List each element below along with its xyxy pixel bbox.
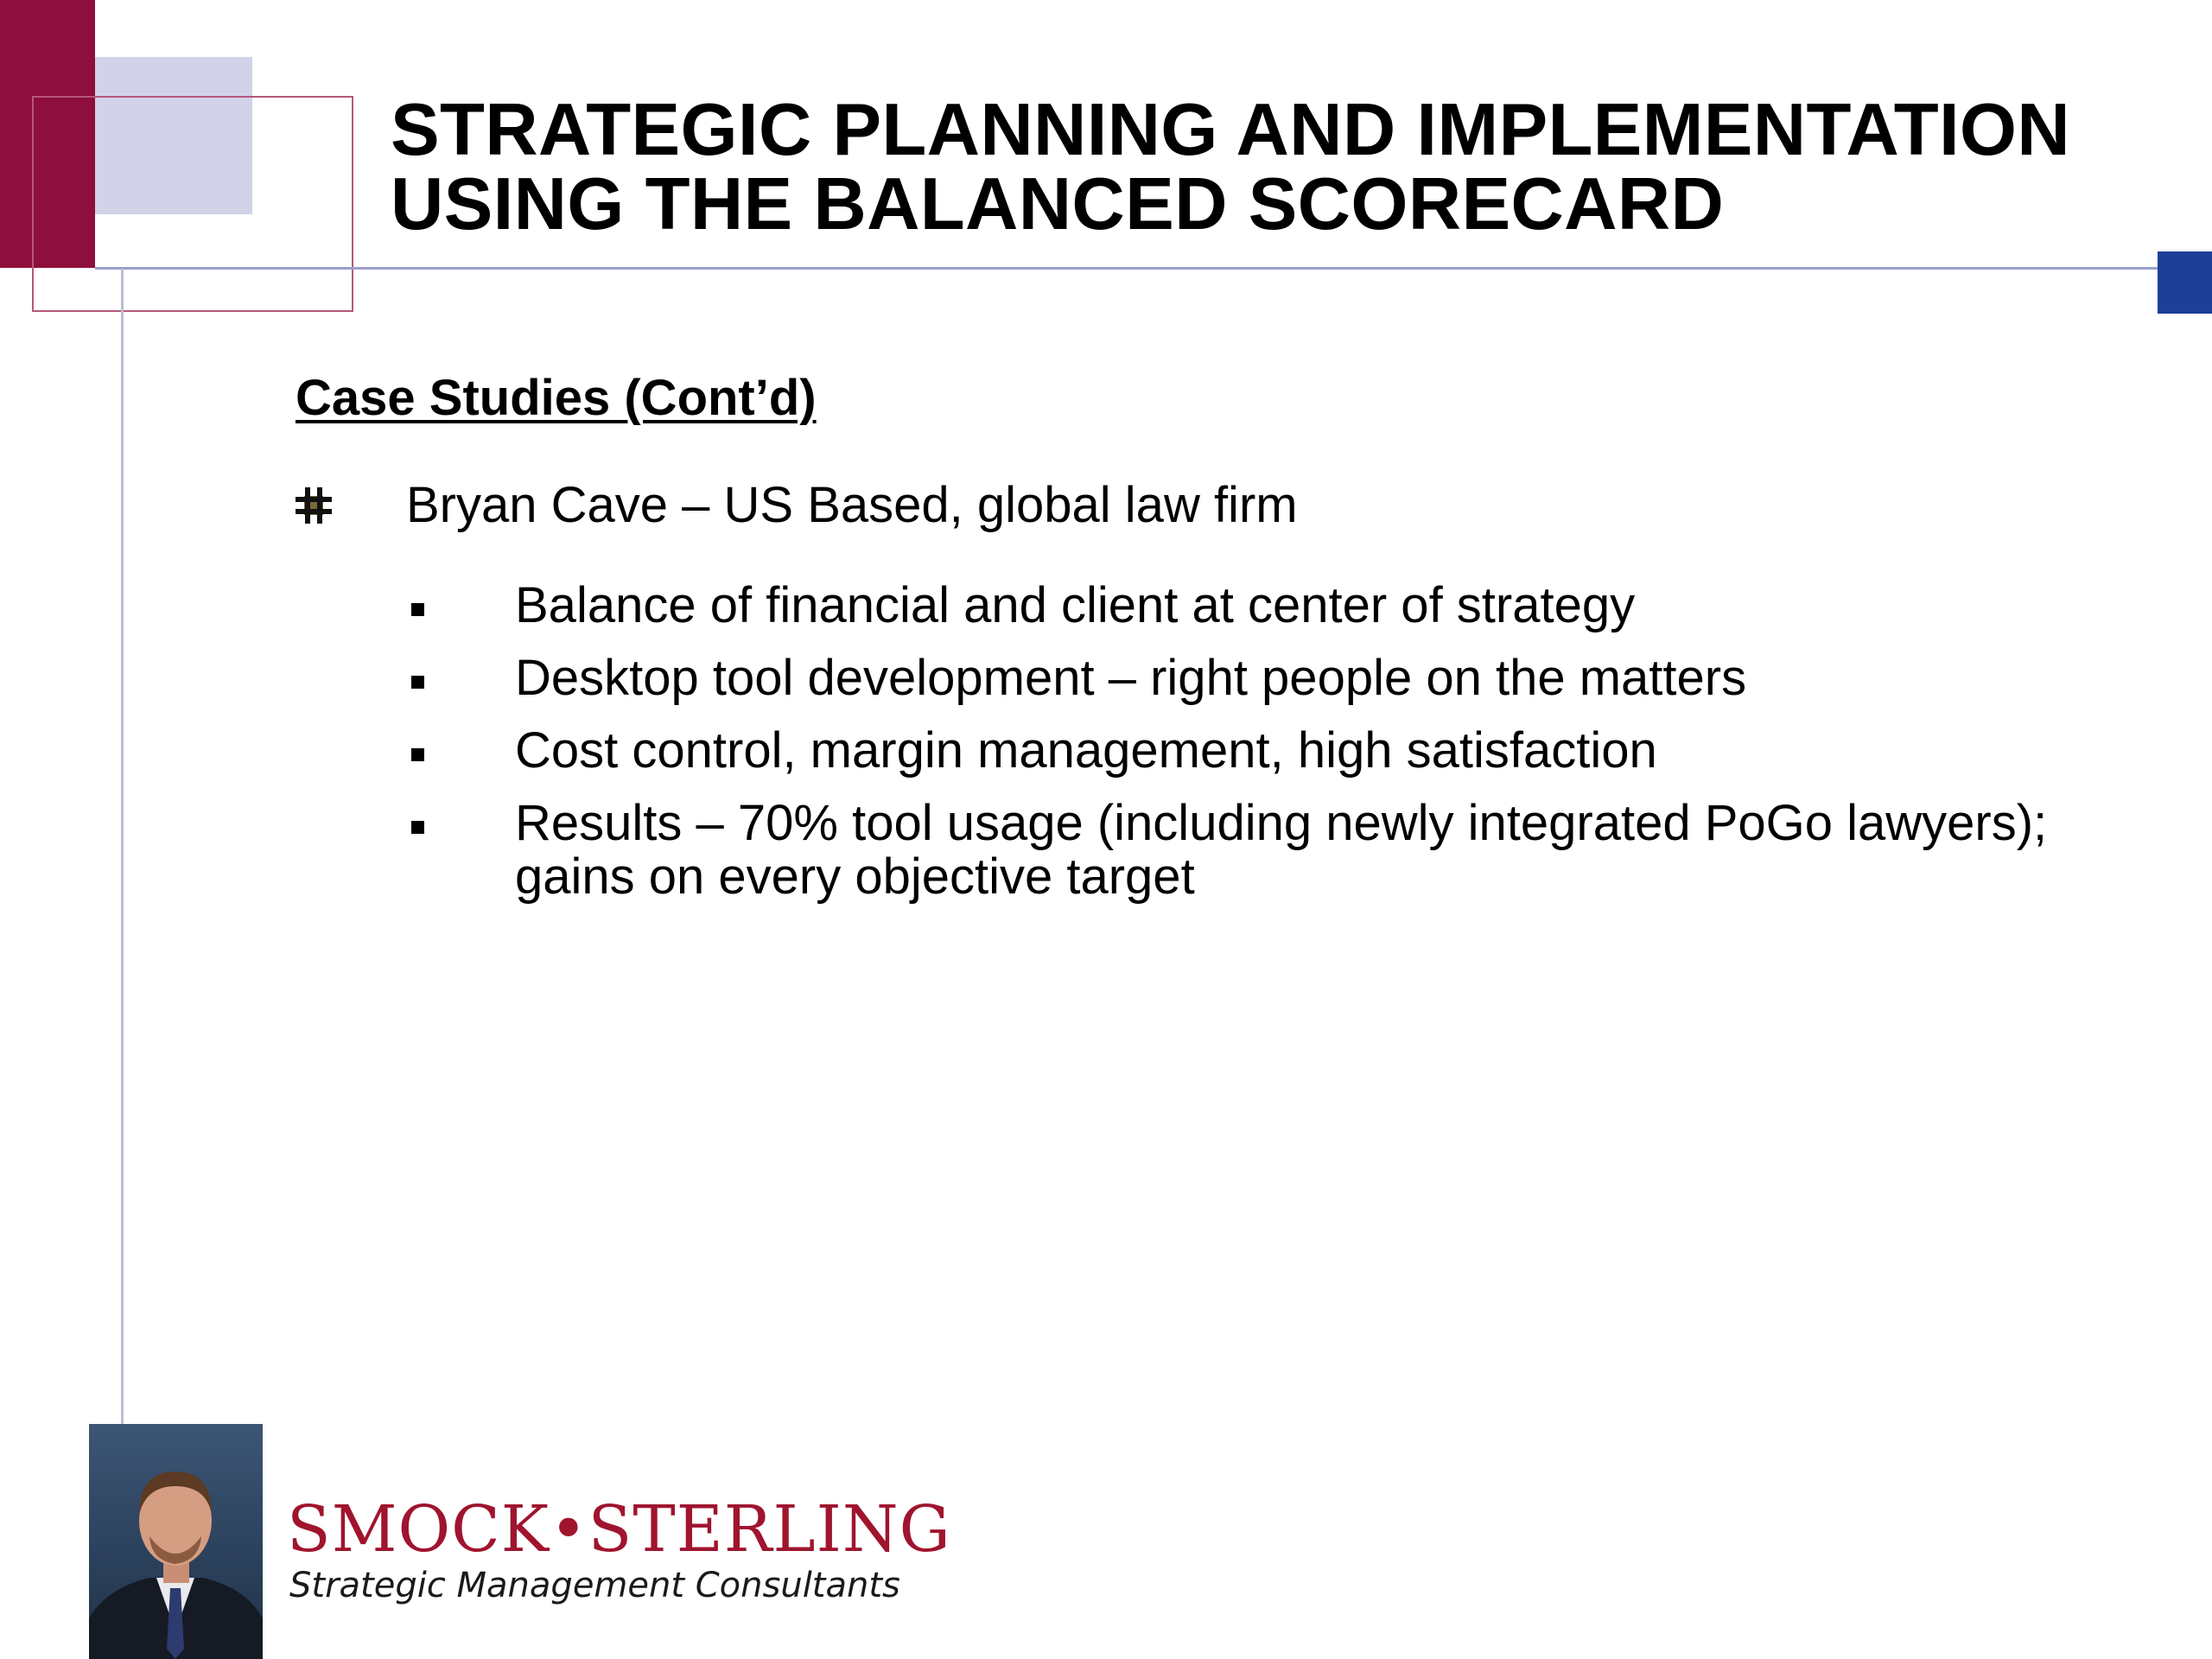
logo-wordmark: SMOCK•STERLING [287,1492,951,1567]
square-bullet-icon [411,748,424,761]
slide-title [391,89,2070,245]
company-logo [287,1493,951,1605]
sub-bullet-text: Results – 70% tool usage (including newly integrated PoGo lawyers); gains on every objective target [515,795,2048,905]
sub-bullet-list [406,579,2160,923]
header-outline-box [32,96,353,312]
slide-title-line-2: USING THE BALANCED SCORECARD [391,163,1725,245]
slide-title-line-1: STRATEGIC PLANNING AND IMPLEMENTATION [391,89,2070,171]
section-heading: Case Studies (Cont’d) [296,370,817,426]
consultant-portrait [89,1424,263,1659]
header-rule [95,267,2158,270]
sub-bullet-text: Desktop tool development – right people on the matters [515,650,1747,706]
left-vertical-rule [121,269,124,1425]
header-blue-block [2158,251,2212,314]
square-bullet-icon [411,676,424,689]
sub-bullet-text: Balance of financial and client at center of strategy [515,577,1636,633]
sub-bullet-item [406,797,2160,904]
square-bullet-icon [411,603,424,616]
sub-bullet-item [406,724,2160,778]
logo-tagline: Strategic Management Consultants [289,1566,900,1605]
main-bullet-text: Bryan Cave – US Based, global law firm [406,477,1298,533]
sub-bullet-text: Cost control, margin management, high satisfaction [515,722,1657,779]
sub-bullet-item [406,652,2160,705]
hash-bullet-icon [296,487,332,524]
square-bullet-icon [411,821,424,834]
sub-bullet-item [406,579,2160,632]
